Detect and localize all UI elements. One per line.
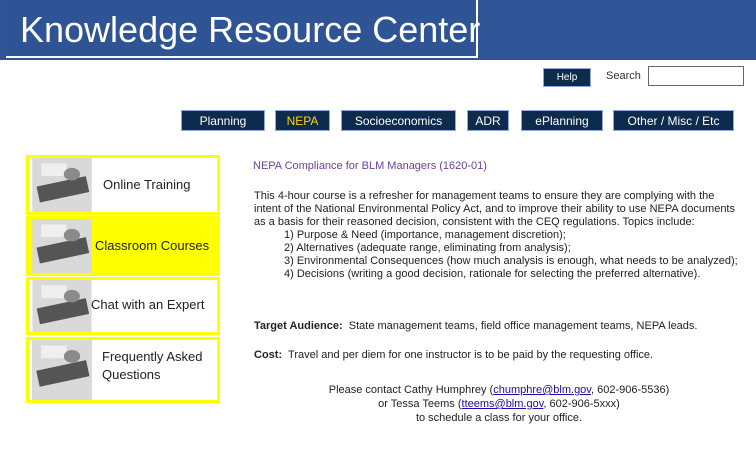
header-bar — [0, 0, 756, 60]
page-title: Knowledge Resource Center — [20, 9, 481, 50]
email-link-humphrey[interactable]: chumphre@blm.gov — [493, 384, 591, 396]
cost-text: Travel and per diem for one instructor is to be paid by the requesting office. — [288, 349, 654, 361]
contact-info — [254, 383, 744, 425]
contact-phone: , 602-906-5536) — [590, 384, 670, 396]
course-title: NEPA Compliance for BLM Managers (1620-01) — [253, 160, 487, 172]
topic-item: 3) Environmental Consequences (how much analysis is enough, what needs to be analyzed); — [284, 255, 738, 267]
card-body — [29, 340, 217, 400]
card-body — [29, 158, 217, 212]
title-panel — [6, 0, 481, 58]
keyboard-image — [29, 219, 95, 273]
target-audience — [254, 320, 697, 332]
nav-socioeconomics[interactable]: Socioeconomics — [341, 110, 456, 131]
contact-phone: , 602-906-5xxx) — [543, 398, 620, 410]
keyboard-image — [29, 158, 95, 212]
course-intro: This 4-hour course is a refresher for management teams to ensure they are complying with the intent of the National Environmental Policy Act, and to improve their ability to use NEPA documents as a basis for their reasoned decision, consistent with the CEQ regulations. Topics include: — [254, 190, 735, 228]
target-audience-label: Target Audience: — [254, 320, 343, 332]
card-label: Chat with an Expert — [91, 297, 205, 312]
topic-item: 4) Decisions (writing a good decision, rationale for selecting the preferred alternative). — [284, 268, 701, 280]
card-label-line2: Questions — [102, 367, 161, 382]
card-label: Classroom Courses — [95, 238, 210, 253]
cost — [254, 349, 653, 361]
target-audience-text: State management teams, field office management teams, NEPA leads. — [348, 320, 698, 332]
email-link-teems[interactable]: tteems@blm.gov — [461, 398, 544, 410]
contact-line-2 — [254, 397, 744, 411]
card-label — [102, 348, 202, 384]
contact-prefix: or Tessa Teems ( — [378, 398, 462, 410]
nav-eplanning[interactable]: ePlanning — [521, 110, 603, 131]
course-description — [254, 190, 744, 281]
nav-planning[interactable]: Planning — [181, 110, 265, 131]
card-label: Online Training — [103, 177, 191, 192]
contact-prefix: Please contact Cathy Humphrey ( — [328, 384, 494, 396]
topic-item: 1) Purpose & Need (importance, management discretion); — [284, 229, 566, 241]
search-input[interactable] — [648, 66, 744, 86]
search-label: Search — [606, 70, 641, 82]
keyboard-image — [29, 340, 95, 400]
card-faq[interactable] — [26, 337, 220, 403]
nav-adr[interactable]: ADR — [467, 110, 509, 131]
card-chat-expert[interactable] — [26, 277, 220, 335]
card-label-line1: Frequently Asked — [102, 349, 203, 364]
help-button[interactable]: Help — [543, 68, 591, 87]
card-body — [29, 280, 217, 332]
keyboard-image — [29, 280, 95, 332]
nav-nepa[interactable]: NEPA — [275, 110, 330, 131]
card-classroom-courses[interactable] — [26, 216, 220, 276]
card-body — [29, 219, 217, 273]
topic-item: 2) Alternatives (adequate range, eliminating from analysis); — [284, 242, 571, 254]
cost-label: Cost: — [254, 349, 283, 361]
card-online-training[interactable] — [26, 155, 220, 215]
contact-line-1 — [254, 383, 744, 397]
nav-other[interactable]: Other / Misc / Etc — [613, 110, 734, 131]
contact-line-3: to schedule a class for your office. — [415, 412, 583, 424]
topic-list — [254, 229, 744, 281]
